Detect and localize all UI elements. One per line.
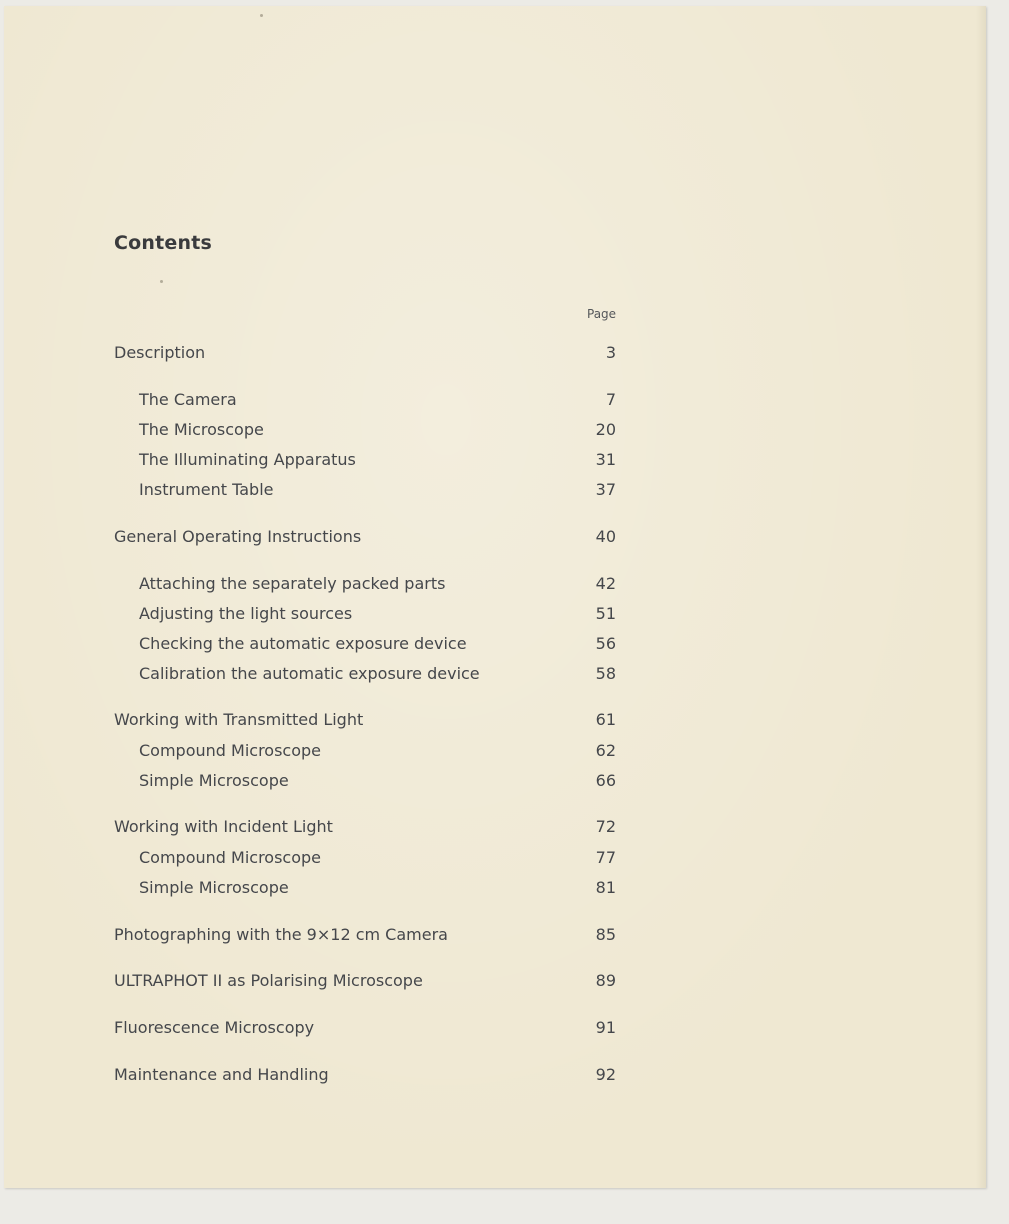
- toc-entry: [114, 449, 616, 471]
- toc-entry: [114, 770, 616, 792]
- toc-entry-page: 40: [595, 527, 616, 546]
- toc-entry-label: Adjusting the light sources: [139, 604, 353, 623]
- toc-entry-page: 66: [595, 771, 616, 790]
- toc-entry-label: Photographing with the 9×12 cm Camera: [114, 925, 448, 944]
- toc-entry-page: 61: [595, 710, 616, 729]
- contents-title: Contents: [114, 232, 213, 254]
- toc-entry: [114, 419, 616, 441]
- toc-entry: [114, 633, 616, 655]
- toc-entry-page: 37: [595, 480, 616, 499]
- toc-entry-page: 81: [595, 878, 616, 897]
- toc-entry-page: 3: [605, 343, 616, 362]
- toc-entry-page: 56: [595, 634, 616, 653]
- toc-entry-label: Working with Incident Light: [114, 817, 333, 836]
- toc-entry-page: 85: [595, 925, 616, 944]
- toc-entry: [114, 709, 616, 731]
- toc-entry: [114, 573, 616, 595]
- toc-entry-page: 7: [605, 390, 616, 409]
- toc-entry: [114, 1017, 616, 1039]
- toc-entry: [114, 877, 616, 899]
- toc-entry-page: 72: [595, 817, 616, 836]
- toc-entry: [114, 924, 616, 946]
- toc-entry-label: Compound Microscope: [139, 848, 321, 867]
- toc-entry-page: 62: [595, 741, 616, 760]
- toc-entry: [114, 847, 616, 869]
- toc-entry-label: Simple Microscope: [139, 771, 289, 790]
- toc-entry: [114, 816, 616, 838]
- toc-entry: [114, 663, 616, 685]
- toc-entry-label: Simple Microscope: [139, 878, 289, 897]
- toc-entry-page: 89: [595, 971, 616, 990]
- toc-entry: [114, 342, 616, 364]
- toc-entry-label: Instrument Table: [139, 480, 274, 499]
- toc-entry-label: General Operating Instructions: [114, 527, 362, 546]
- paper-speck: [260, 14, 263, 17]
- toc-entry-label: The Camera: [139, 390, 237, 409]
- toc-entry: [114, 740, 616, 762]
- toc-entry-label: Fluorescence Microscopy: [114, 1018, 315, 1037]
- toc-entry-label: Description: [114, 343, 206, 362]
- toc-entry-label: The Illuminating Apparatus: [139, 450, 356, 469]
- toc-entry: [114, 526, 616, 548]
- toc-entry-page: 42: [595, 574, 616, 593]
- toc-entry: [114, 1064, 616, 1086]
- toc-entry-label: Maintenance and Handling: [114, 1065, 329, 1084]
- toc-entry: [114, 970, 616, 992]
- toc-entry-page: 31: [595, 450, 616, 469]
- toc-entry: [114, 389, 616, 411]
- toc-entry-label: Calibration the automatic exposure device: [139, 664, 480, 683]
- scanned-page: [4, 6, 986, 1188]
- toc-entry-page: 51: [595, 604, 616, 623]
- toc-entry-page: 20: [595, 420, 616, 439]
- paper-speck: [160, 280, 163, 283]
- toc-entry-label: Working with Transmitted Light: [114, 710, 364, 729]
- toc-entry-page: 77: [595, 848, 616, 867]
- toc-entry-label: Attaching the separately packed parts: [139, 574, 446, 593]
- toc-entry: [114, 603, 616, 625]
- toc-entry-label: Compound Microscope: [139, 741, 321, 760]
- toc-entry-page: 92: [595, 1065, 616, 1084]
- toc-entry-label: Checking the automatic exposure device: [139, 634, 467, 653]
- toc-entry-page: 58: [595, 664, 616, 683]
- toc-entry-page: 91: [595, 1018, 616, 1037]
- page-edge-shadow: [976, 6, 986, 1188]
- toc-entry-label: The Microscope: [139, 420, 264, 439]
- toc-entry: [114, 479, 616, 501]
- toc-entry-label: ULTRAPHOT II as Polarising Microscope: [114, 971, 423, 990]
- page-column-header: Page: [587, 307, 617, 321]
